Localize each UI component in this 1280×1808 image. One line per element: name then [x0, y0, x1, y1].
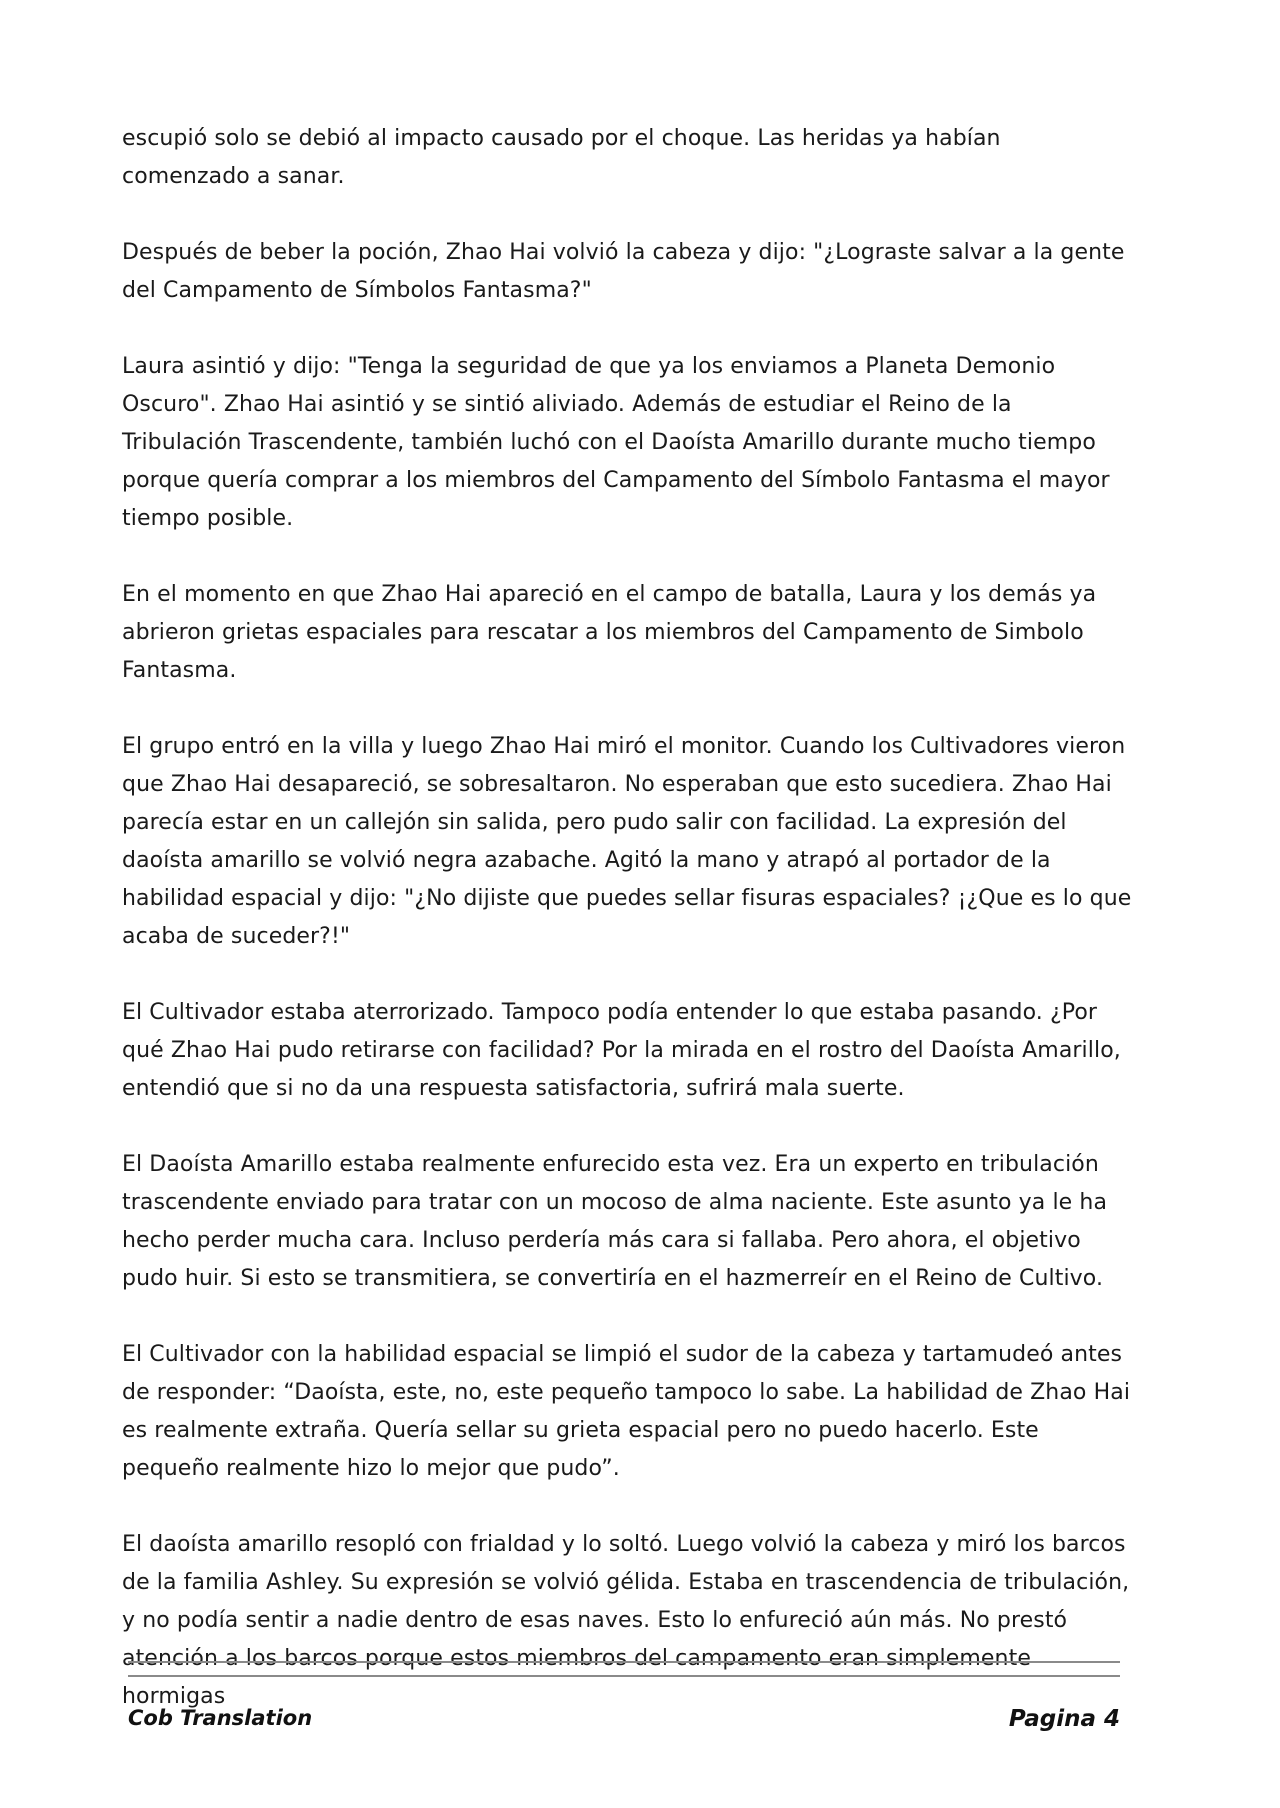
paragraph: El Daoísta Amarillo estaba realmente enfurecido esta vez. Era un experto en tribulación trascendente enviado para tratar con un mocoso de alma naciente. Este asunto ya le ha hecho perder mucha cara. Incluso perdería más cara si fallaba. Pero ahora, el objetivo pudo huir. Si esto se transmitiera, se convertiría en el hazmerreír en el Reino de Cultivo. [122, 1152, 1108, 1291]
document-body [122, 120, 1132, 1754]
paragraph: Después de beber la poción, Zhao Hai volvió la cabeza y dijo: "¿Lograste salvar a la gente del Campamento de Símbolos Fantasma?" [122, 240, 1125, 303]
footer-divider-top [128, 1661, 1120, 1663]
footer-source: Cob Translation [128, 1706, 313, 1730]
paragraph: El grupo entró en la villa y luego Zhao Hai miró el monitor. Cuando los Cultivadores vieron que Zhao Hai desapareció, se sobresaltaron. No esperaban que esto sucediera. Zhao Hai parecía estar en un callejón sin salida, pero pudo salir con facilidad. La expresión del daoísta amarillo se volvió negra azabache. Agitó la mano y atrapó al portador de la habilidad espacial y dijo: "¿No dijiste que puedes sellar fisuras espaciales? ¡¿Que es lo que acaba de suceder?!" [122, 734, 1132, 949]
paragraph: El Cultivador estaba aterrorizado. Tampoco podía entender lo que estaba pasando. ¿Por qué Zhao Hai pudo retirarse con facilidad? Por la mirada en el rostro del Daoísta Amarillo, entendió que si no da una respuesta satisfactoria, sufrirá mala suerte. [122, 1000, 1121, 1101]
paragraph: En el momento en que Zhao Hai apareció en el campo de batalla, Laura y los demás ya abrieron grietas espaciales para rescatar a los miembros del Campamento de Simbolo Fantasma. [122, 582, 1097, 683]
paragraph: Laura asintió y dijo: "Tenga la seguridad de que ya los enviamos a Planeta Demonio Oscuro". Zhao Hai asintió y se sintió aliviado. Además de estudiar el Reino de la Tribulación Trascendente, también luchó con el Daoísta Amarillo durante mucho tiempo porque quería comprar a los miembros del Campamento del Símbolo Fantasma el mayor tiempo posible. [122, 354, 1110, 531]
paragraph: El Cultivador con la habilidad espacial se limpió el sudor de la cabeza y tartamudeó antes de responder: “Daoísta, este, no, este pequeño tampoco lo sabe. La habilidad de Zhao Hai es realmente extraña. Quería sellar su grieta espacial pero no puedo hacerlo. Este pequeño realmente hizo lo mejor que pudo”. [122, 1342, 1131, 1481]
paragraph: escupió solo se debió al impacto causado por el choque. Las heridas ya habían comenzado a sanar. [122, 126, 1001, 189]
footer-divider-bottom [128, 1675, 1120, 1677]
paragraph: El daoísta amarillo resopló con frialdad y lo soltó. Luego volvió la cabeza y miró los barcos de la familia Ashley. Su expresión se volvió gélida. Estaba en trascendencia de tribulación, y no podía sentir a nadie dentro de esas naves. Esto lo enfureció aún más. No prestó atención a los barcos porque estos miembros del campamento eran simplemente hormigas [122, 1532, 1130, 1709]
page-number: Pagina 4 [1008, 1706, 1120, 1732]
